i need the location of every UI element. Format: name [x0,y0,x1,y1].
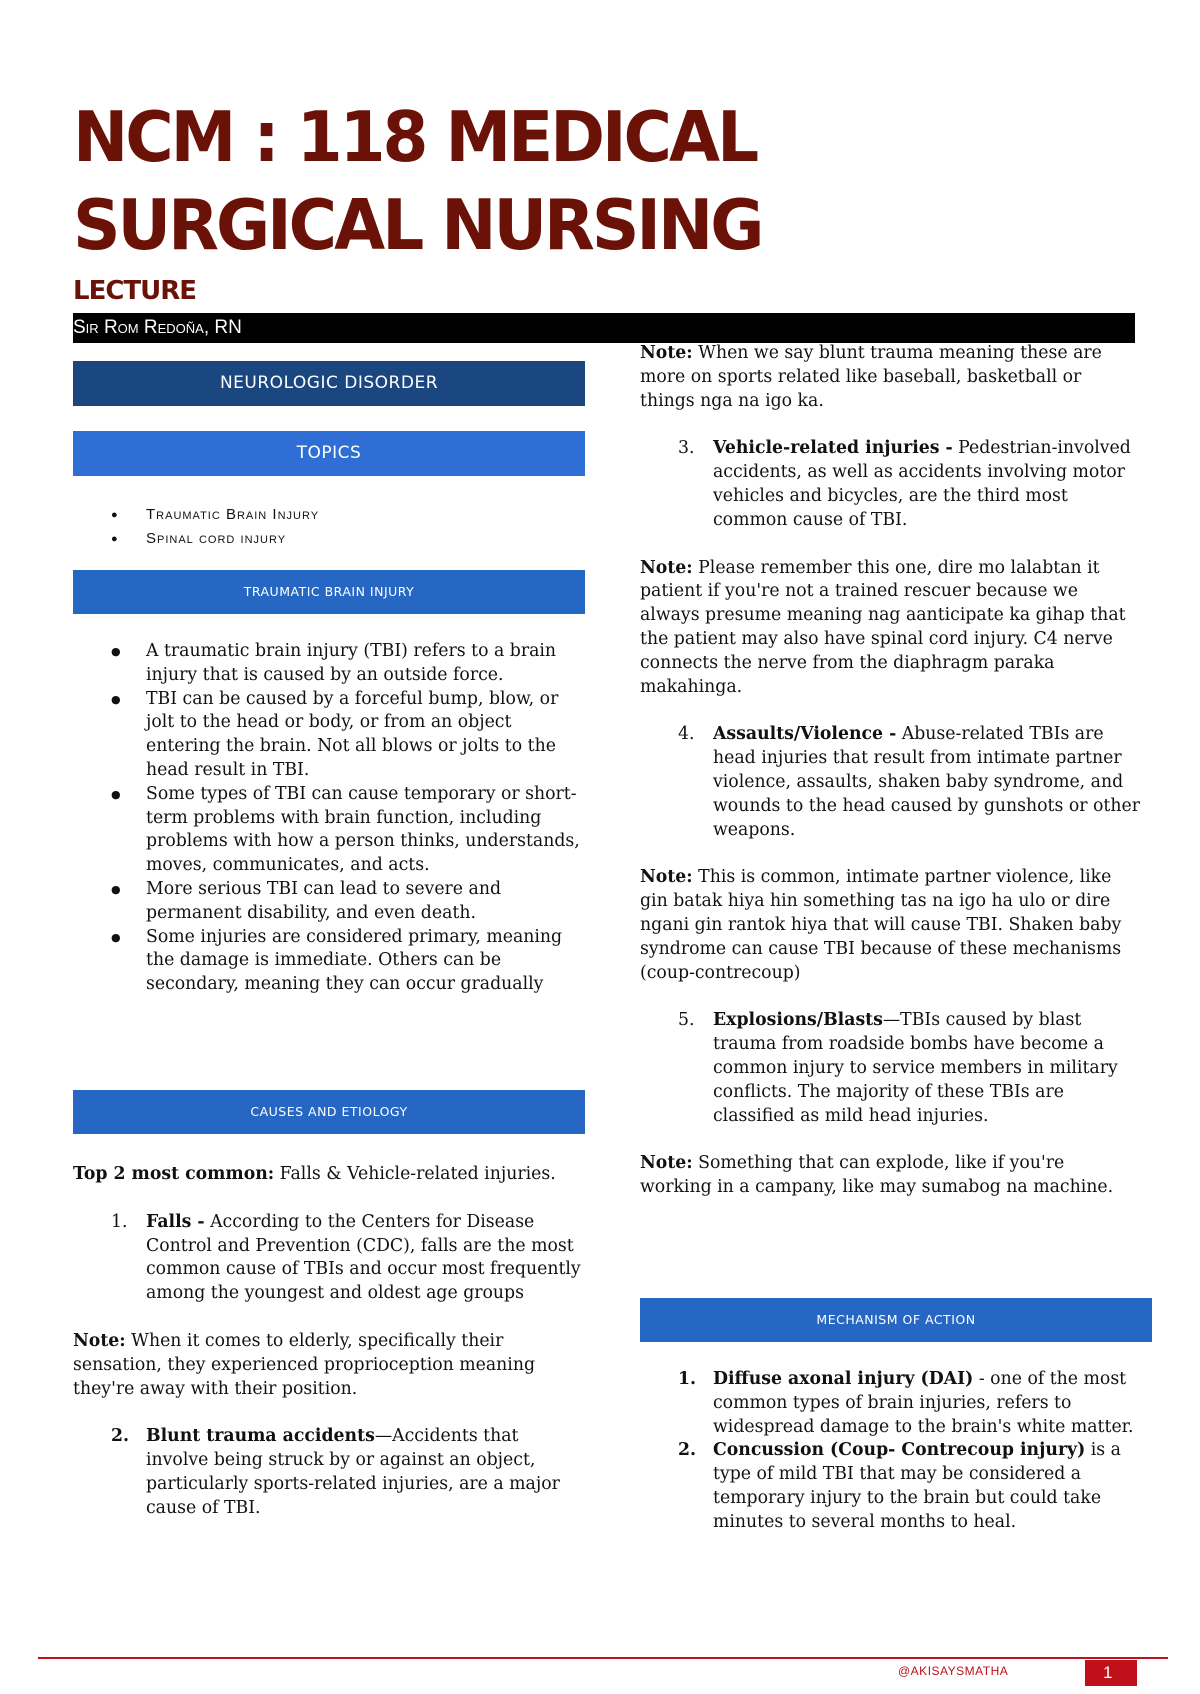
item-text: Pedestrian-involved accidents, as well as accidents involving motor vehicles and bicycles, are the third most common cause of TBI. [713,438,1131,530]
item-term: Falls - [146,1211,205,1232]
mechanism-list [640,1368,1140,1535]
top-causes-value: Falls & Vehicle-related injuries. [274,1164,556,1184]
causes-list [640,437,1140,532]
author-name: Sir Rom Redoña, RN [73,317,242,338]
item-term: Vehicle-related injuries - [713,438,953,459]
tbi-bullet-list [73,640,585,997]
list-item [640,1009,1140,1128]
lecture-subtitle: LECTURE [73,276,197,306]
list-item: ● More serious TBI can lead to severe and permanent disability, and even death. [73,878,585,926]
footer-credit: @AKISAYSMATHA [898,1664,1009,1678]
note-paragraph [640,866,1140,985]
note-text: This is common, intimate partner violence, like gin batak hiya hin something tas na igo ha ulo or dire ngani gin rantok hiya that will cause TBI. Shaken baby syndrome can cause TBI because of these mechanisms (coup-contrecoup) [640,867,1122,983]
item-number: 2. [678,1440,697,1461]
item-text: —TBIs caused by blast trauma from roadside bombs have become a common injury to service members in military conflicts. The majority of these TBIs are classified as mild head injuries. [713,1010,1118,1126]
top-causes-label: Top 2 most common: [73,1164,275,1184]
item-text: is a type of mild TBI that may be considered a temporary injury to the brain but could take minutes to several months to heal. [713,1440,1121,1532]
item-number: 1. [111,1211,128,1232]
list-item: ● TBI can be caused by a forceful bump, blow, or jolt to the head or body, or from an object entering the brain. Not all blows or jolts to the head result in TBI. [73,688,585,783]
right-column [640,342,1140,1200]
note-paragraph [640,1152,1140,1200]
page-title: NCM : 118 MEDICAL SURGICAL NURSING [73,96,762,266]
note-text: Something that can explode, like if you're working in a campany, like may sumabog na machine. [640,1153,1114,1198]
topics-list [73,503,319,551]
list-item [640,1439,1140,1534]
tbi-section [73,640,585,997]
note-label: Note: [640,343,693,363]
list-item: ● Spinal cord injury [73,527,319,551]
item-number: 5. [678,1010,695,1031]
page-number: 1 [1085,1660,1137,1686]
causes-list [640,1009,1140,1128]
note-paragraph [640,557,1140,700]
note-label: Note: [73,1330,126,1351]
item-text: Abuse-related TBIs are head injuries that result from intimate partner violence, assaults, shaken baby syndrome, and wounds to the head caused by gunshots or other weapons. [713,724,1140,840]
list-item [640,437,1140,532]
item-number: 4. [678,724,695,745]
note-label: Note: [640,1153,693,1174]
note-text: When we say blunt trauma meaning these are more on sports related like baseball, basketball or things nga na igo ka. [640,343,1102,411]
item-number: 2. [111,1426,130,1447]
item-term: Explosions/Blasts [713,1010,883,1031]
topics-banner: TOPICS [73,431,585,476]
tbi-banner: TRAUMATIC BRAIN INJURY [73,570,585,614]
note-paragraph [640,342,1140,413]
item-term: Assaults/Violence - [713,724,897,745]
note-label: Note: [640,867,693,888]
item-number: 1. [678,1369,697,1389]
item-text: - one of the most common types of brain injuries, refers to widespread damage to the brain's white matter. [713,1369,1134,1437]
causes-list [73,1425,585,1520]
mechanism-section [640,1368,1140,1535]
item-term: Concussion (Coup- Contrecoup injury) [713,1440,1086,1461]
causes-list [73,1211,585,1306]
item-term: Diffuse axonal injury (DAI) [713,1369,974,1389]
item-number: 3. [678,438,695,459]
list-item [640,1368,1140,1439]
mechanism-banner: MECHANISM OF ACTION [640,1298,1152,1342]
note-text: When it comes to elderly, specifically their sensation, they experienced proprioception meaning they're away with their position. [73,1330,536,1399]
list-item [73,1211,585,1306]
note-text: Please remember this one, dire mo lalabtan it patient if you're not a trained rescuer because we always presume meaning nag aanticipate ka gihap that the patient may also have spinal cord injury. C4 nerve connects the nerve from the diaphragm paraka makahinga. [640,557,1126,697]
list-item [640,723,1140,842]
top-causes-text [73,1163,585,1187]
note-label: Note: [640,557,693,578]
footer-divider [38,1657,1168,1659]
causes-list [640,723,1140,842]
item-term: Blunt trauma accidents [146,1426,375,1447]
list-item: ● Some types of TBI can cause temporary or short-term problems with brain function, including problems with how a person thinks, understands, moves, communicates, and acts. [73,783,585,878]
neurologic-disorder-banner: NEUROLOGIC DISORDER [73,361,585,406]
list-item: ● Traumatic Brain Injury [73,503,319,527]
list-item: ● A traumatic brain injury (TBI) refers to a brain injury that is caused by an outside force. [73,640,585,688]
list-item [73,1425,585,1520]
note-paragraph [73,1330,585,1401]
causes-banner: CAUSES AND ETIOLOGY [73,1090,585,1134]
list-item: ● Some injuries are considered primary, meaning the damage is immediate. Others can be secondary, meaning they can occur gradually [73,926,585,997]
author-bar [73,313,1135,343]
item-text: According to the Centers for Disease Control and Prevention (CDC), falls are the most common cause of TBIs and occur most frequently among the youngest and oldest age groups [146,1211,581,1304]
item-text: —Accidents that involve being struck by or against an object, particularly sports-related injuries, are a major cause of TBI. [146,1426,560,1518]
causes-section [73,1163,585,1521]
